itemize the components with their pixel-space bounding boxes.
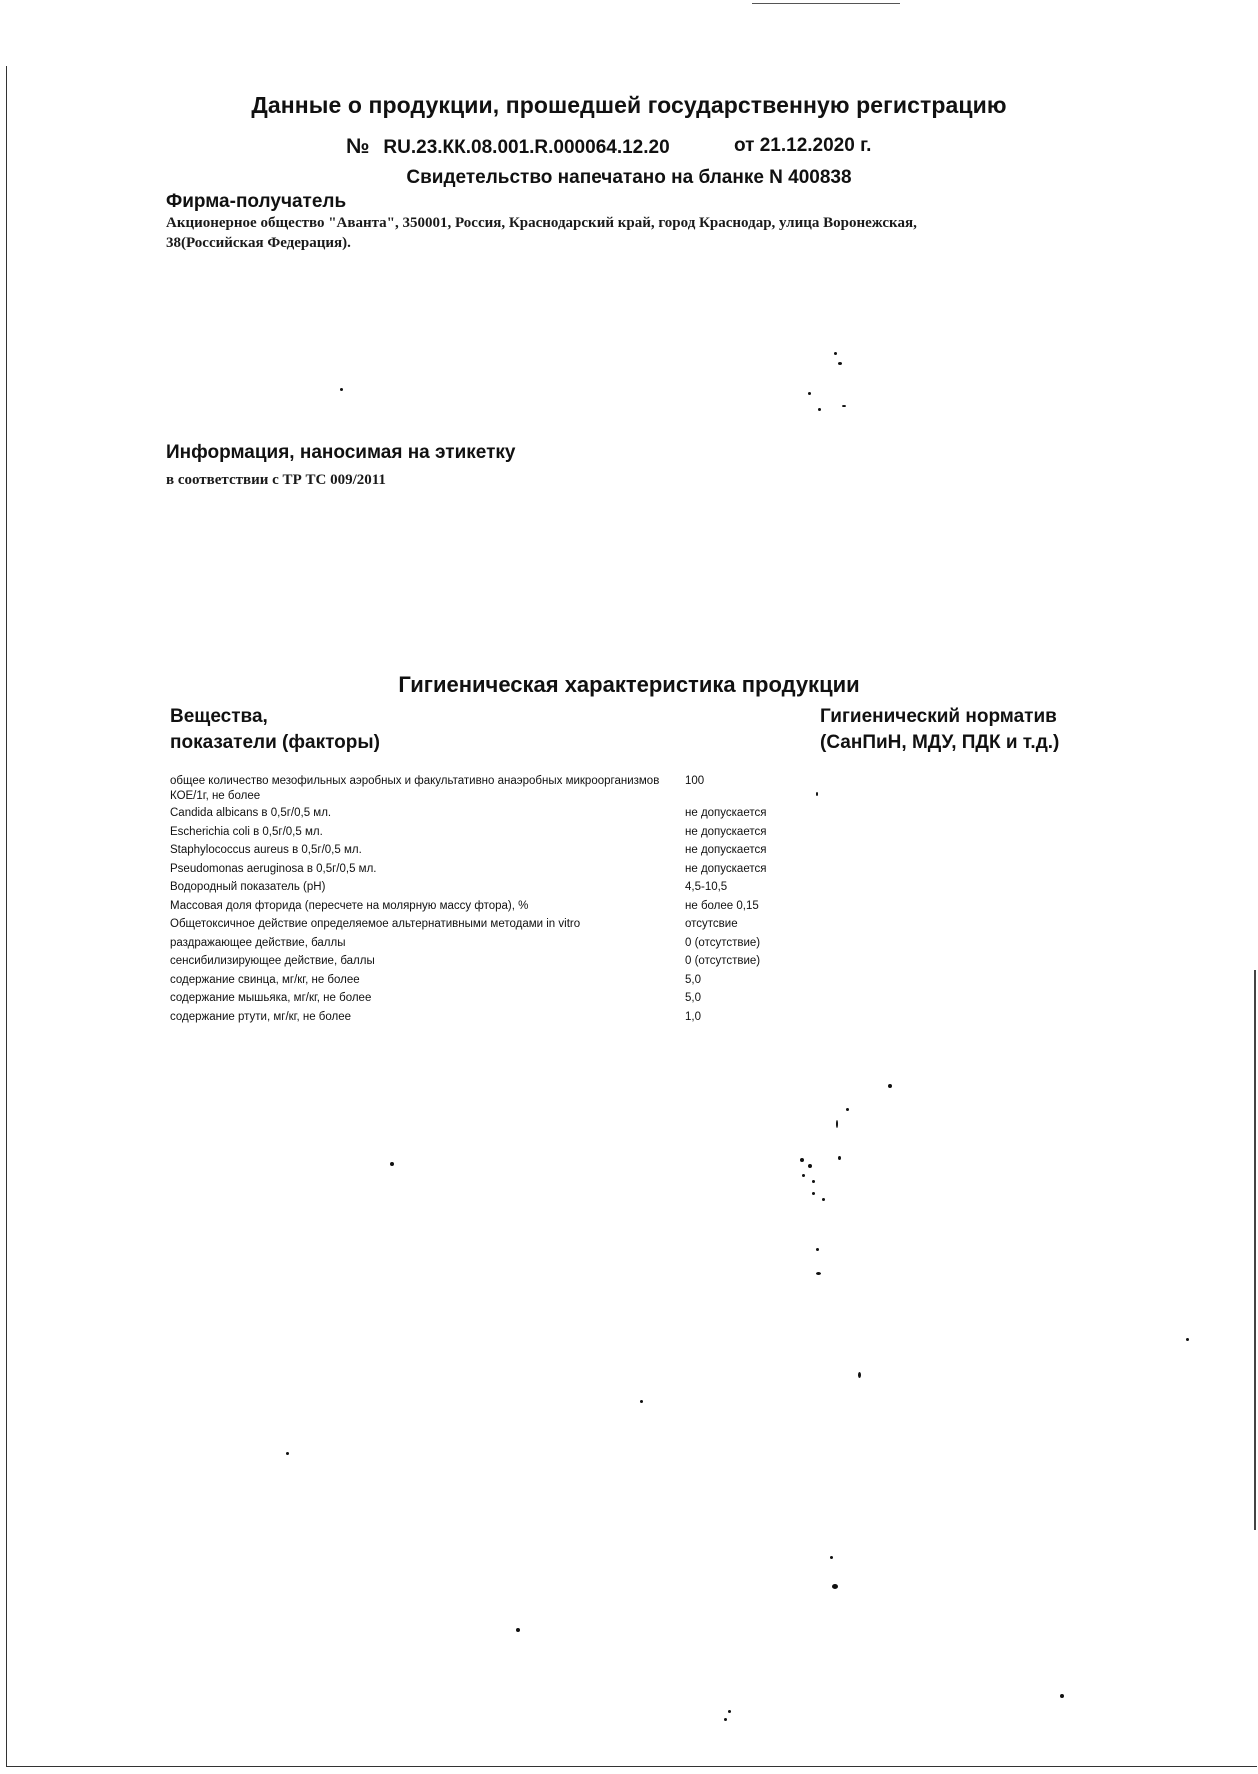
scan-speck — [858, 1372, 861, 1378]
factor-name: Staphylococcus aureus в 0,5г/0,5 мл. — [170, 844, 362, 856]
hygiene-title: Гигиеническая характеристика продукции — [398, 672, 860, 697]
label-info-text: в соответствии с ТР ТС 009/2011 — [166, 472, 386, 488]
factor-name: сенсибилизирующее действие, баллы — [170, 955, 375, 967]
norm-value: 5,0 — [685, 992, 701, 1004]
scan-speck — [802, 1174, 805, 1177]
factor-name: Водородный показатель (pH) — [170, 881, 326, 893]
scan-speck — [1186, 1338, 1189, 1341]
factor-name: раздражающее действие, баллы — [170, 936, 346, 949]
scan-speck — [640, 1400, 643, 1403]
substances-column-header: Вещества, показатели (факторы) — [170, 706, 380, 753]
factor-name: содержание ртути, мг/кг, не более — [170, 1010, 352, 1023]
recipient-label: Фирма-получатель — [166, 191, 347, 212]
scan-speck — [816, 1248, 819, 1251]
label-info-heading: Информация, наносимая на этикетку — [166, 442, 516, 463]
scan-speck — [724, 1718, 727, 1721]
recipient-text: Акционерное общество "Аванта", 350001, Россия, Краснодарский край, город Краснодар, улица Воронежская, 38(Российская Федерация). — [166, 215, 917, 251]
scan-speck — [516, 1628, 520, 1632]
scan-speck — [838, 1156, 841, 1160]
scan-speck — [822, 1198, 825, 1201]
scan-speck — [286, 1452, 289, 1455]
registration-date: от 21.12.2020 г. — [734, 135, 872, 156]
scan-speck — [816, 1272, 821, 1275]
scan-speck — [1060, 1694, 1064, 1698]
scan-speck — [812, 1192, 815, 1195]
norm-value: 1,0 — [685, 1010, 701, 1023]
scan-speck — [818, 408, 821, 411]
norm-value: 4,5-10,5 — [685, 881, 728, 893]
norm-value: не допускается — [685, 825, 767, 838]
registration-number-value: RU.23.КК.08.001.R.000064.12.20 — [383, 137, 670, 158]
scan-speck — [812, 1180, 815, 1183]
factor-name: Pseudomonas aeruginosa в 0,5г/0,5 мл. — [170, 862, 377, 875]
scan-speck — [340, 388, 343, 391]
scan-speck — [816, 792, 818, 796]
factor-name: Массовая доля фторида (пересчете на молярную массу фтора), % — [170, 899, 529, 912]
scan-speck — [838, 362, 842, 365]
factor-name: Escherichia coli в 0,5г/0,5 мл. — [170, 825, 323, 838]
norm-value: отсутсвие — [685, 918, 738, 930]
certificate-line: Свидетельство напечатано на бланке N 400838 — [406, 167, 852, 188]
norm-value: 0 (отсутствие) — [685, 936, 761, 949]
document-title: Данные о продукции, прошедшей государственную регистрацию — [251, 92, 1007, 118]
norm-value: не допускается — [685, 862, 767, 875]
scan-right-edge — [1254, 970, 1256, 1530]
norm-value: 5,0 — [685, 973, 701, 986]
scan-speck — [888, 1084, 892, 1088]
factor-name: содержание мышьяка, мг/кг, не более — [170, 992, 372, 1004]
scan-speck — [846, 1108, 849, 1111]
norm-value: 100 — [685, 775, 705, 787]
scan-speck — [390, 1162, 394, 1166]
factor-name: общее количество мезофильных аэробных и факультативно анаэробных микроорганизмов КОЕ/1г, не более — [170, 775, 660, 802]
scan-speck — [832, 1584, 838, 1589]
registration-number — [346, 135, 670, 159]
norm-value: не допускается — [685, 807, 767, 819]
number-sign: № — [346, 135, 370, 158]
scan-speck — [728, 1710, 731, 1713]
norm-value: 0 (отсутствие) — [685, 955, 761, 967]
factor-name: содержание свинца, мг/кг, не более — [170, 973, 360, 986]
norm-column-header: Гигиенический норматив (СанПиН, МДУ, ПДК и т.д.) — [820, 706, 1060, 753]
scan-speck — [830, 1556, 833, 1559]
scan-speck — [800, 1158, 804, 1162]
scan-speck — [834, 352, 837, 355]
norm-value: не более 0,15 — [685, 899, 759, 912]
scan-speck — [808, 1164, 812, 1168]
norm-value: не допускается — [685, 844, 767, 856]
scan-top-mark — [752, 0, 900, 4]
factor-name: Общетоксичное действие определяемое альтернативными методами in vitro — [170, 918, 581, 930]
scan-speck — [842, 405, 846, 407]
scan-speck — [808, 392, 811, 395]
scan-speck — [836, 1120, 838, 1128]
factor-name: Candida albicans в 0,5г/0,5 мл. — [170, 807, 332, 819]
